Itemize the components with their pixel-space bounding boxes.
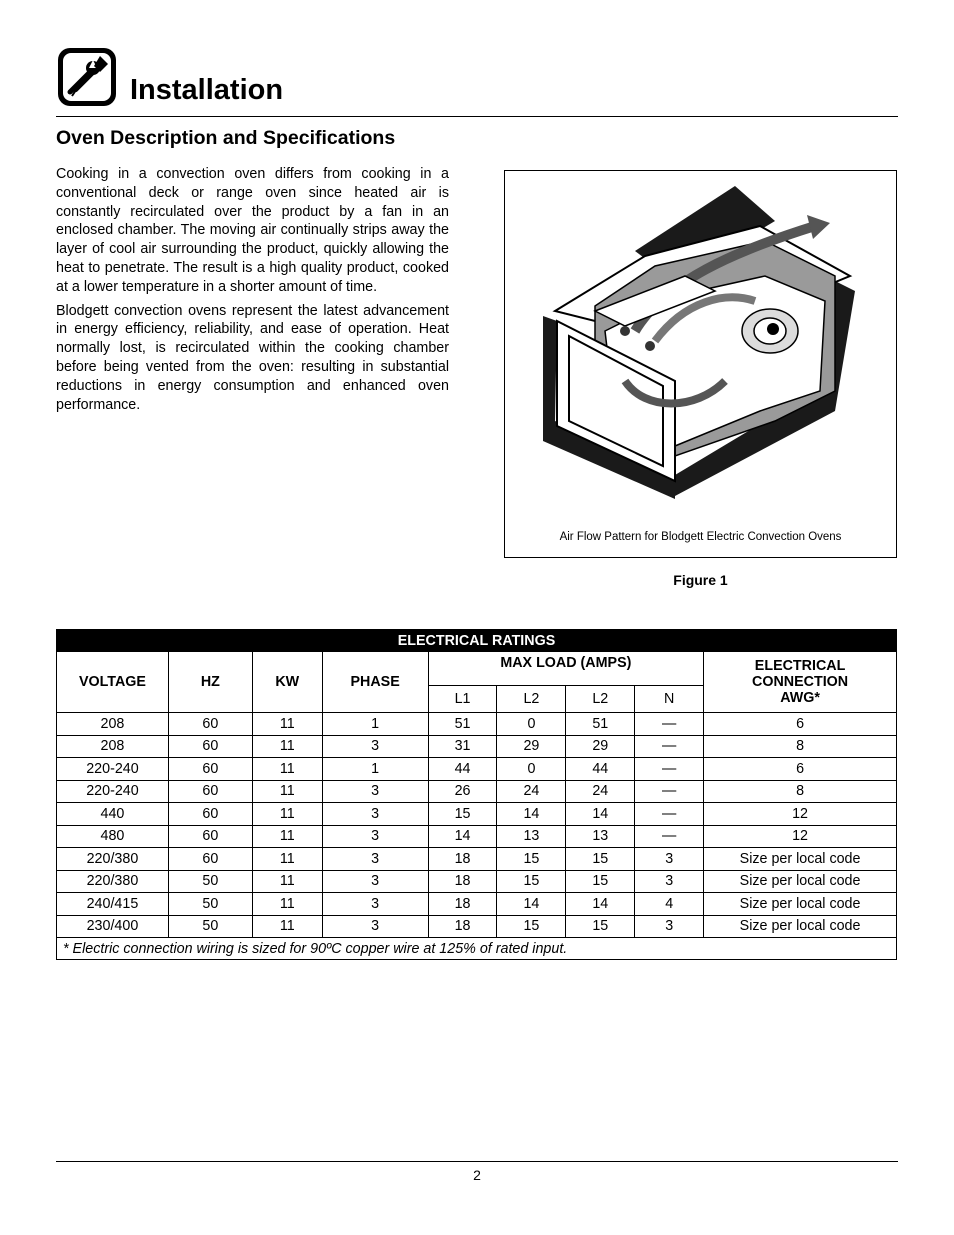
cell-l1: 18 <box>428 915 497 938</box>
table-footnote: * Electric connection wiring is sized for 90ºC copper wire at 125% of rated input. <box>57 938 897 960</box>
cell-n: 3 <box>635 848 704 871</box>
cell-phase: 3 <box>322 893 428 916</box>
header-voltage: VOLTAGE <box>57 652 169 713</box>
cell-connection: 8 <box>704 780 897 803</box>
cell-l2: 13 <box>497 825 566 848</box>
cell-l1: 15 <box>428 803 497 826</box>
cell-voltage: 220/380 <box>57 848 169 871</box>
cell-voltage: 208 <box>57 735 169 758</box>
cell-voltage: 220-240 <box>57 780 169 803</box>
table-title: ELECTRICAL RATINGS <box>57 630 897 652</box>
header-divider <box>56 116 898 117</box>
cell-kw: 11 <box>252 758 322 781</box>
cell-phase: 3 <box>322 825 428 848</box>
paragraph-2: Blodgett convection ovens represent the latest advancement in energy efficiency, reliability, and ease of operation. Heat normally lost, is recirculated within the cooking chamber before being vented from the oven: resulting in substantial reductions in energy consumption and enhanced oven performance. <box>56 302 449 413</box>
cell-n: — <box>635 713 704 736</box>
cell-kw: 11 <box>252 803 322 826</box>
cell-n: — <box>635 803 704 826</box>
cell-connection: 8 <box>704 735 897 758</box>
table-row <box>57 870 897 893</box>
cell-kw: 11 <box>252 848 322 871</box>
cell-hz: 50 <box>168 915 252 938</box>
cell-voltage: 230/400 <box>57 915 169 938</box>
table-row <box>57 758 897 781</box>
cell-l1: 18 <box>428 848 497 871</box>
cell-phase: 1 <box>322 713 428 736</box>
cell-connection: 6 <box>704 758 897 781</box>
cell-hz: 60 <box>168 713 252 736</box>
table-row <box>57 803 897 826</box>
header-phase: PHASE <box>322 652 428 713</box>
header-n: N <box>635 686 704 713</box>
table-row <box>57 893 897 916</box>
cell-l1: 18 <box>428 893 497 916</box>
cell-hz: 60 <box>168 803 252 826</box>
table-row <box>57 780 897 803</box>
cell-l1: 31 <box>428 735 497 758</box>
section-title: Oven Description and Specifications <box>56 127 396 149</box>
cell-n: 4 <box>635 893 704 916</box>
cell-phase: 3 <box>322 870 428 893</box>
electrical-ratings-table <box>56 629 897 960</box>
paragraph-1: Cooking in a convection oven differs from cooking in a conventional deck or range oven since heated air is constantly recirculated over the product by a fan in an enclosed chamber. The moving air continually strips away the layer of cool air surrounding the product, quickly allowing the heat to penetrate. The result is a high quality product, cooked at a lower temperature in a shorter amount of time. <box>56 166 449 295</box>
cell-hz: 50 <box>168 893 252 916</box>
header-hz: HZ <box>168 652 252 713</box>
oven-airflow-illustration <box>535 181 865 511</box>
cell-l1: 44 <box>428 758 497 781</box>
cell-voltage: 480 <box>57 825 169 848</box>
cell-kw: 11 <box>252 825 322 848</box>
cell-voltage: 208 <box>57 713 169 736</box>
cell-voltage: 240/415 <box>57 893 169 916</box>
cell-connection: Size per local code <box>704 848 897 871</box>
page-title: Installation <box>130 74 284 106</box>
cell-connection: 6 <box>704 713 897 736</box>
cell-hz: 60 <box>168 758 252 781</box>
header-electrical-connection <box>704 652 897 713</box>
cell-connection: Size per local code <box>704 893 897 916</box>
cell-kw: 11 <box>252 735 322 758</box>
cell-kw: 11 <box>252 780 322 803</box>
table-row <box>57 713 897 736</box>
figure-label: Figure 1 <box>673 572 728 588</box>
header-l1: L1 <box>428 686 497 713</box>
cell-hz: 60 <box>168 848 252 871</box>
table-row <box>57 915 897 938</box>
header-max-load: MAX LOAD (AMPS) <box>428 652 704 686</box>
footer-divider <box>56 1161 898 1162</box>
table-row <box>57 735 897 758</box>
cell-n: 3 <box>635 870 704 893</box>
cell-n: — <box>635 780 704 803</box>
cell-l1: 14 <box>428 825 497 848</box>
cell-l2: 15 <box>566 870 635 893</box>
cell-n: 3 <box>635 915 704 938</box>
cell-l2: 29 <box>497 735 566 758</box>
cell-l2: 14 <box>566 893 635 916</box>
cell-n: — <box>635 825 704 848</box>
figure-caption: Air Flow Pattern for Blodgett Electric Convection Ovens <box>559 531 842 543</box>
cell-l2: 0 <box>497 713 566 736</box>
cell-phase: 3 <box>322 780 428 803</box>
cell-n: — <box>635 758 704 781</box>
body-text <box>56 165 449 419</box>
page-number: 2 <box>473 1167 481 1183</box>
cell-l2: 15 <box>566 915 635 938</box>
cell-l1: 51 <box>428 713 497 736</box>
cell-phase: 3 <box>322 848 428 871</box>
cell-l2: 15 <box>497 915 566 938</box>
figure-box <box>504 170 897 558</box>
header-connection-line-2: CONNECTION <box>752 674 849 690</box>
cell-l2: 51 <box>566 713 635 736</box>
cell-kw: 11 <box>252 915 322 938</box>
cell-voltage: 440 <box>57 803 169 826</box>
cell-phase: 3 <box>322 915 428 938</box>
cell-phase: 1 <box>322 758 428 781</box>
cell-kw: 11 <box>252 713 322 736</box>
cell-l2: 13 <box>566 825 635 848</box>
cell-n: — <box>635 735 704 758</box>
cell-connection: 12 <box>704 803 897 826</box>
cell-l2: 0 <box>497 758 566 781</box>
cell-l1: 26 <box>428 780 497 803</box>
cell-l2: 44 <box>566 758 635 781</box>
cell-l2: 24 <box>497 780 566 803</box>
cell-l2: 14 <box>497 803 566 826</box>
cell-hz: 50 <box>168 870 252 893</box>
cell-connection: Size per local code <box>704 915 897 938</box>
cell-l2: 29 <box>566 735 635 758</box>
cell-voltage: 220/380 <box>57 870 169 893</box>
cell-l2: 15 <box>566 848 635 871</box>
cell-hz: 60 <box>168 735 252 758</box>
cell-l2: 14 <box>566 803 635 826</box>
header-kw: KW <box>252 652 322 713</box>
cell-voltage: 220-240 <box>57 758 169 781</box>
cell-l1: 18 <box>428 870 497 893</box>
header-l2: L2 <box>566 686 635 713</box>
table-row <box>57 848 897 871</box>
header-l2: L2 <box>497 686 566 713</box>
cell-connection: 12 <box>704 825 897 848</box>
cell-l2: 24 <box>566 780 635 803</box>
table-row <box>57 825 897 848</box>
cell-phase: 3 <box>322 735 428 758</box>
cell-phase: 3 <box>322 803 428 826</box>
cell-l2: 15 <box>497 870 566 893</box>
cell-l2: 15 <box>497 848 566 871</box>
cell-l2: 14 <box>497 893 566 916</box>
header-connection-line-3: AWG* <box>780 690 820 706</box>
cell-hz: 60 <box>168 780 252 803</box>
cell-kw: 11 <box>252 893 322 916</box>
cell-kw: 11 <box>252 870 322 893</box>
cell-connection: Size per local code <box>704 870 897 893</box>
header-connection-line-1: ELECTRICAL <box>754 658 846 674</box>
cell-hz: 60 <box>168 825 252 848</box>
tools-icon <box>56 46 118 108</box>
